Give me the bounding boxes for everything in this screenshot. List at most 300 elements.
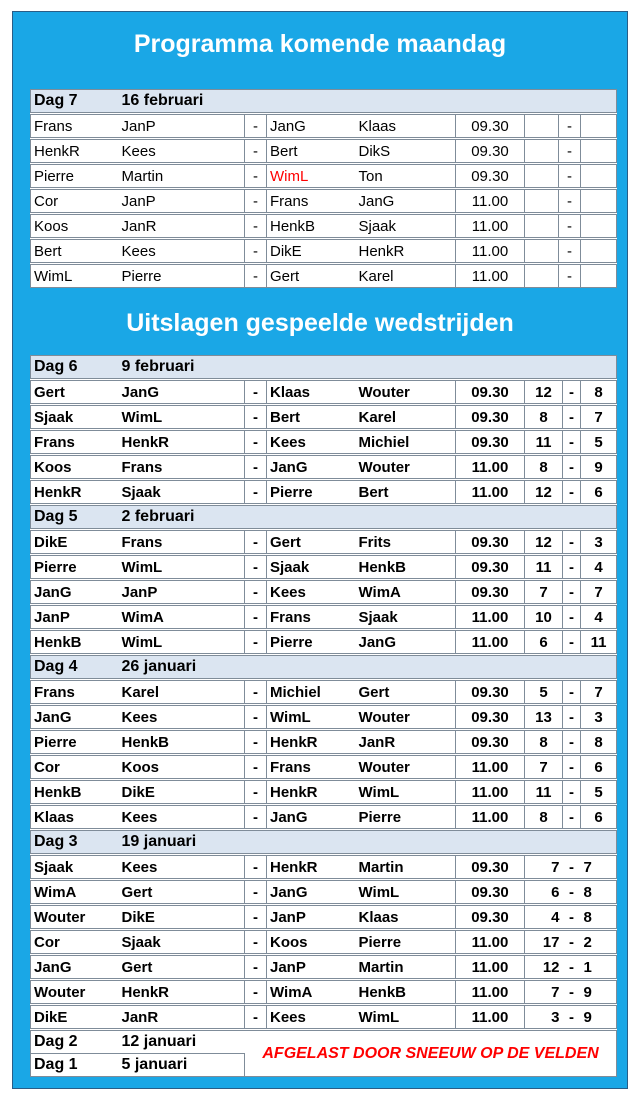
- match-separator: -: [245, 481, 267, 504]
- home-player-1: Klaas: [31, 806, 119, 829]
- away-player-1: JanP: [267, 956, 356, 979]
- home-player-1: HenkR: [31, 481, 119, 504]
- home-player-1: Bert: [31, 240, 119, 263]
- match-time: 11.00: [456, 190, 525, 213]
- home-player-1: JanP: [31, 606, 119, 629]
- score-separator: -: [563, 431, 581, 454]
- match-row: [31, 981, 617, 1004]
- score-home: 11: [525, 781, 563, 804]
- away-player-1: Kees: [267, 1006, 356, 1029]
- away-player-1: Klaas: [267, 381, 356, 404]
- home-player-1: Wouter: [31, 906, 119, 929]
- score-separator: -: [559, 265, 581, 288]
- away-player-2: HenkB: [356, 981, 456, 1004]
- score-separator: -: [559, 115, 581, 138]
- score-away: [581, 265, 617, 288]
- match-row: [31, 731, 617, 754]
- match-row: [31, 456, 617, 479]
- day-header-row: [31, 90, 617, 113]
- away-player-1: Pierre: [267, 631, 356, 654]
- home-player-1: Frans: [31, 115, 119, 138]
- day-label: Dag 7: [31, 90, 119, 113]
- away-player-1: DikE: [267, 240, 356, 263]
- away-player-2: Wouter: [356, 706, 456, 729]
- day-date: 16 februari: [119, 90, 617, 113]
- score-home: 11: [525, 431, 563, 454]
- score-home: 13: [525, 706, 563, 729]
- score-separator: -: [563, 931, 581, 954]
- home-player-2: JanR: [119, 1006, 245, 1029]
- away-player-2: Martin: [356, 856, 456, 879]
- day-label: Dag 2: [31, 1031, 119, 1054]
- home-player-1: Sjaak: [31, 406, 119, 429]
- score-away: 6: [581, 806, 617, 829]
- home-player-1: Cor: [31, 931, 119, 954]
- away-player-2: Wouter: [356, 756, 456, 779]
- program-title: Programma komende maandag: [133, 30, 507, 58]
- score-separator: -: [563, 781, 581, 804]
- match-separator: -: [245, 406, 267, 429]
- away-player-2: Wouter: [356, 456, 456, 479]
- score-home: 10: [525, 606, 563, 629]
- score-home: [525, 240, 559, 263]
- score-away: 7: [581, 856, 617, 879]
- home-player-2: JanP: [119, 190, 245, 213]
- score-separator: -: [563, 681, 581, 704]
- match-time: 09.30: [456, 531, 525, 554]
- score-home: 12: [525, 481, 563, 504]
- match-row: [31, 481, 617, 504]
- match-row: [31, 581, 617, 604]
- home-player-1: Pierre: [31, 556, 119, 579]
- away-player-2: Michiel: [356, 431, 456, 454]
- day-label: Dag 5: [31, 506, 119, 529]
- match-row: [31, 240, 617, 263]
- score-away: 8: [581, 731, 617, 754]
- score-separator: -: [563, 581, 581, 604]
- away-player-1: Kees: [267, 431, 356, 454]
- home-player-2: DikE: [119, 906, 245, 929]
- away-player-1: JanG: [267, 456, 356, 479]
- match-time: 09.30: [456, 556, 525, 579]
- away-player-1: Michiel: [267, 681, 356, 704]
- match-row: [31, 756, 617, 779]
- match-row: [31, 806, 617, 829]
- match-separator: -: [245, 531, 267, 554]
- home-player-1: HenkB: [31, 781, 119, 804]
- home-player-1: WimL: [31, 265, 119, 288]
- program-table: [30, 89, 617, 288]
- away-player-2: Sjaak: [356, 606, 456, 629]
- away-player-2: WimA: [356, 581, 456, 604]
- away-player-1: HenkR: [267, 731, 356, 754]
- score-separator: -: [559, 240, 581, 263]
- home-player-2: Frans: [119, 456, 245, 479]
- day-header-row: [31, 356, 617, 379]
- away-player-2: Klaas: [356, 115, 456, 138]
- score-separator: -: [559, 140, 581, 163]
- score-separator: -: [563, 631, 581, 654]
- home-player-2: Karel: [119, 681, 245, 704]
- score-away: 4: [581, 606, 617, 629]
- match-row: [31, 381, 617, 404]
- away-player-1: Kees: [267, 581, 356, 604]
- home-player-1: HenkR: [31, 140, 119, 163]
- match-row: [31, 431, 617, 454]
- match-separator: -: [245, 190, 267, 213]
- match-row: [31, 556, 617, 579]
- home-player-2: Frans: [119, 531, 245, 554]
- match-row: [31, 265, 617, 288]
- match-row: [31, 681, 617, 704]
- score-away: [581, 165, 617, 188]
- match-separator: -: [245, 856, 267, 879]
- match-separator: -: [245, 140, 267, 163]
- results-table: [30, 355, 617, 1077]
- home-player-1: Cor: [31, 190, 119, 213]
- score-separator: -: [563, 881, 581, 904]
- score-away: 5: [581, 431, 617, 454]
- away-player-2: Karel: [356, 406, 456, 429]
- match-time: 09.30: [456, 381, 525, 404]
- home-player-2: Gert: [119, 881, 245, 904]
- score-home: [525, 190, 559, 213]
- score-home: 8: [525, 406, 563, 429]
- away-player-2: Pierre: [356, 806, 456, 829]
- away-player-2: WimL: [356, 881, 456, 904]
- away-player-1: JanP: [267, 906, 356, 929]
- match-time: 11.00: [456, 265, 525, 288]
- match-separator: -: [245, 631, 267, 654]
- match-separator: -: [245, 881, 267, 904]
- match-time: 11.00: [456, 240, 525, 263]
- score-away: [581, 190, 617, 213]
- score-home: 7: [525, 581, 563, 604]
- match-row: [31, 165, 617, 188]
- score-home: 7: [525, 981, 563, 1004]
- score-home: 17: [525, 931, 563, 954]
- away-player-2: Martin: [356, 956, 456, 979]
- score-away: 8: [581, 881, 617, 904]
- score-home: 12: [525, 381, 563, 404]
- score-away: 9: [581, 456, 617, 479]
- away-player-1: JanG: [267, 115, 356, 138]
- score-away: 6: [581, 756, 617, 779]
- match-separator: -: [245, 931, 267, 954]
- score-away: [581, 240, 617, 263]
- score-separator: -: [563, 406, 581, 429]
- home-player-2: Kees: [119, 706, 245, 729]
- score-away: 4: [581, 556, 617, 579]
- score-home: 3: [525, 1006, 563, 1029]
- score-separator: -: [563, 856, 581, 879]
- home-player-2: JanG: [119, 381, 245, 404]
- score-home: 8: [525, 456, 563, 479]
- match-time: 09.30: [456, 431, 525, 454]
- away-player-2: JanG: [356, 631, 456, 654]
- home-player-2: HenkB: [119, 731, 245, 754]
- score-home: [525, 265, 559, 288]
- home-player-2: HenkR: [119, 431, 245, 454]
- day-date: 12 januari: [119, 1031, 245, 1054]
- score-home: [525, 215, 559, 238]
- home-player-1: DikE: [31, 1006, 119, 1029]
- match-separator: -: [245, 215, 267, 238]
- score-away: 1: [581, 956, 617, 979]
- score-home: 6: [525, 631, 563, 654]
- home-player-2: Pierre: [119, 265, 245, 288]
- score-separator: -: [563, 956, 581, 979]
- away-player-1: Gert: [267, 265, 356, 288]
- match-time: 11.00: [456, 606, 525, 629]
- score-away: 6: [581, 481, 617, 504]
- away-player-2: Pierre: [356, 931, 456, 954]
- match-row: [31, 140, 617, 163]
- match-time: 09.30: [456, 706, 525, 729]
- away-player-1: Koos: [267, 931, 356, 954]
- match-time: 11.00: [456, 631, 525, 654]
- match-row: [31, 115, 617, 138]
- score-away: 7: [581, 581, 617, 604]
- home-player-2: WimA: [119, 606, 245, 629]
- score-separator: -: [563, 606, 581, 629]
- score-away: 7: [581, 681, 617, 704]
- score-separator: -: [563, 981, 581, 1004]
- away-player-2: Ton: [356, 165, 456, 188]
- score-away: 11: [581, 631, 617, 654]
- match-separator: -: [245, 681, 267, 704]
- score-home: 7: [525, 756, 563, 779]
- score-home: 5: [525, 681, 563, 704]
- home-player-1: Frans: [31, 681, 119, 704]
- away-player-2: Frits: [356, 531, 456, 554]
- score-home: 8: [525, 731, 563, 754]
- home-player-2: HenkR: [119, 981, 245, 1004]
- home-player-1: JanG: [31, 706, 119, 729]
- match-separator: -: [245, 981, 267, 1004]
- cancelled-day-row: [31, 1031, 617, 1054]
- score-away: [581, 140, 617, 163]
- match-separator: -: [245, 756, 267, 779]
- home-player-2: JanP: [119, 581, 245, 604]
- score-separator: -: [559, 190, 581, 213]
- day-header-row: [31, 656, 617, 679]
- away-player-2: Sjaak: [356, 215, 456, 238]
- home-player-2: Kees: [119, 806, 245, 829]
- away-player-2: HenkR: [356, 240, 456, 263]
- home-player-2: Sjaak: [119, 931, 245, 954]
- score-separator: -: [563, 456, 581, 479]
- match-time: 11.00: [456, 931, 525, 954]
- match-separator: -: [245, 431, 267, 454]
- match-row: [31, 706, 617, 729]
- home-player-2: JanP: [119, 115, 245, 138]
- away-player-1: WimL: [267, 706, 356, 729]
- home-player-1: DikE: [31, 531, 119, 554]
- away-player-1: HenkR: [267, 856, 356, 879]
- score-separator: -: [563, 906, 581, 929]
- match-time: 11.00: [456, 981, 525, 1004]
- match-row: [31, 781, 617, 804]
- match-time: 11.00: [456, 1006, 525, 1029]
- match-separator: -: [245, 265, 267, 288]
- home-player-1: JanG: [31, 581, 119, 604]
- match-row: [31, 190, 617, 213]
- score-separator: -: [563, 706, 581, 729]
- home-player-1: Sjaak: [31, 856, 119, 879]
- match-separator: -: [245, 781, 267, 804]
- home-player-1: WimA: [31, 881, 119, 904]
- score-home: [525, 140, 559, 163]
- score-separator: -: [559, 165, 581, 188]
- home-player-1: Frans: [31, 431, 119, 454]
- score-away: 9: [581, 1006, 617, 1029]
- day-date: 19 januari: [119, 831, 617, 854]
- match-time: 09.30: [456, 856, 525, 879]
- match-time: 09.30: [456, 731, 525, 754]
- score-home: 8: [525, 806, 563, 829]
- away-player-1: WimL: [267, 165, 356, 188]
- day-label: Dag 4: [31, 656, 119, 679]
- day-date: 2 februari: [119, 506, 617, 529]
- score-home: [525, 165, 559, 188]
- match-time: 11.00: [456, 806, 525, 829]
- home-player-1: Koos: [31, 215, 119, 238]
- away-player-2: JanR: [356, 731, 456, 754]
- score-separator: -: [563, 756, 581, 779]
- match-time: 09.30: [456, 140, 525, 163]
- score-away: [581, 215, 617, 238]
- away-player-2: Wouter: [356, 381, 456, 404]
- match-separator: -: [245, 956, 267, 979]
- match-separator: -: [245, 581, 267, 604]
- match-separator: -: [245, 606, 267, 629]
- home-player-1: Wouter: [31, 981, 119, 1004]
- score-away: 5: [581, 781, 617, 804]
- home-player-2: Kees: [119, 856, 245, 879]
- match-row: [31, 215, 617, 238]
- match-time: 11.00: [456, 781, 525, 804]
- score-away: 7: [581, 406, 617, 429]
- away-player-2: Karel: [356, 265, 456, 288]
- match-time: 09.30: [456, 906, 525, 929]
- away-player-1: Frans: [267, 606, 356, 629]
- match-row: [31, 606, 617, 629]
- match-time: 09.30: [456, 881, 525, 904]
- away-player-2: WimL: [356, 1006, 456, 1029]
- match-separator: -: [245, 240, 267, 263]
- score-separator: -: [563, 806, 581, 829]
- match-time: 09.30: [456, 406, 525, 429]
- home-player-1: JanG: [31, 956, 119, 979]
- score-separator: -: [563, 556, 581, 579]
- home-player-1: Pierre: [31, 731, 119, 754]
- away-player-1: Bert: [267, 406, 356, 429]
- away-player-1: Pierre: [267, 481, 356, 504]
- day-date: 5 januari: [119, 1054, 245, 1077]
- match-separator: -: [245, 706, 267, 729]
- score-away: 8: [581, 381, 617, 404]
- home-player-1: HenkB: [31, 631, 119, 654]
- match-row: [31, 406, 617, 429]
- home-player-2: WimL: [119, 556, 245, 579]
- away-player-1: HenkR: [267, 781, 356, 804]
- schedule-panel: [12, 11, 628, 1089]
- home-player-1: Pierre: [31, 165, 119, 188]
- match-time: 09.30: [456, 681, 525, 704]
- score-home: 12: [525, 956, 563, 979]
- home-player-2: Martin: [119, 165, 245, 188]
- home-player-1: Koos: [31, 456, 119, 479]
- score-home: 7: [525, 856, 563, 879]
- score-away: [581, 115, 617, 138]
- day-label: Dag 6: [31, 356, 119, 379]
- score-separator: -: [563, 381, 581, 404]
- home-player-2: Kees: [119, 240, 245, 263]
- day-date: 9 februari: [119, 356, 617, 379]
- match-separator: -: [245, 906, 267, 929]
- match-separator: -: [245, 115, 267, 138]
- home-player-2: Sjaak: [119, 481, 245, 504]
- match-row: [31, 956, 617, 979]
- home-player-2: JanR: [119, 215, 245, 238]
- score-home: 11: [525, 556, 563, 579]
- score-home: 12: [525, 531, 563, 554]
- away-player-2: Bert: [356, 481, 456, 504]
- match-separator: -: [245, 806, 267, 829]
- score-separator: -: [559, 215, 581, 238]
- match-row: [31, 931, 617, 954]
- away-player-1: JanG: [267, 806, 356, 829]
- match-separator: -: [245, 556, 267, 579]
- match-separator: -: [245, 731, 267, 754]
- away-player-2: DikS: [356, 140, 456, 163]
- away-player-1: Frans: [267, 190, 356, 213]
- match-time: 11.00: [456, 481, 525, 504]
- home-player-2: Gert: [119, 956, 245, 979]
- day-header-row: [31, 831, 617, 854]
- match-row: [31, 1006, 617, 1029]
- score-away: 2: [581, 931, 617, 954]
- match-time: 09.30: [456, 165, 525, 188]
- day-label: Dag 1: [31, 1054, 119, 1077]
- score-separator: -: [563, 731, 581, 754]
- match-row: [31, 856, 617, 879]
- day-header-row: [31, 506, 617, 529]
- score-away: 8: [581, 906, 617, 929]
- match-time: 11.00: [456, 756, 525, 779]
- score-home: [525, 115, 559, 138]
- match-time: 11.00: [456, 456, 525, 479]
- match-row: [31, 906, 617, 929]
- away-player-2: Klaas: [356, 906, 456, 929]
- home-player-2: Koos: [119, 756, 245, 779]
- score-separator: -: [563, 531, 581, 554]
- home-player-2: WimL: [119, 631, 245, 654]
- score-separator: -: [563, 481, 581, 504]
- day-label: Dag 3: [31, 831, 119, 854]
- score-away: 9: [581, 981, 617, 1004]
- away-player-2: Gert: [356, 681, 456, 704]
- score-separator: -: [563, 1006, 581, 1029]
- match-separator: -: [245, 1006, 267, 1029]
- away-player-1: Bert: [267, 140, 356, 163]
- score-home: 4: [525, 906, 563, 929]
- away-player-2: HenkB: [356, 556, 456, 579]
- match-row: [31, 881, 617, 904]
- home-player-2: Kees: [119, 140, 245, 163]
- results-title: Uitslagen gespeelde wedstrijden: [126, 309, 514, 337]
